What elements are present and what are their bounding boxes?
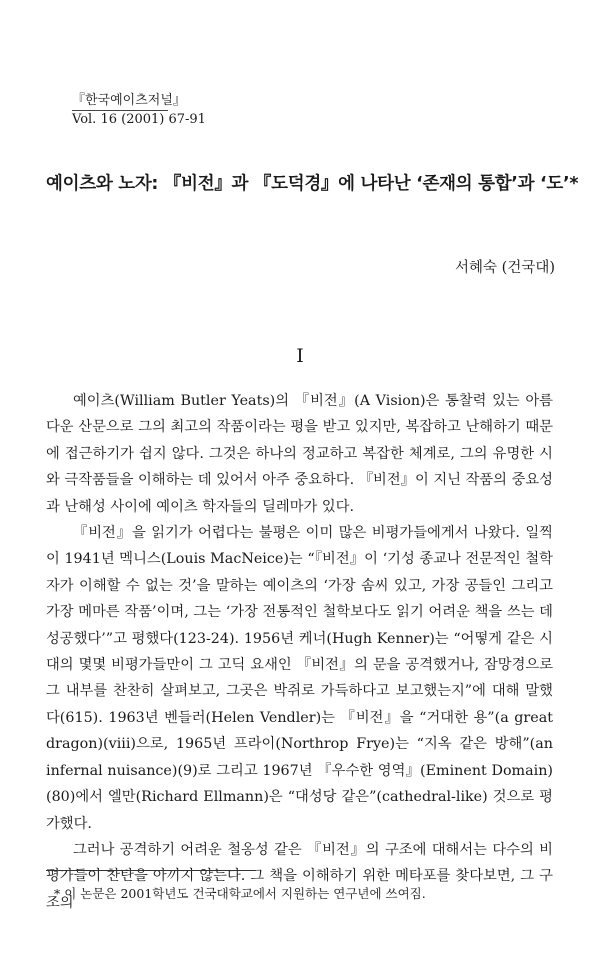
paragraph: 그러나 공격하기 어려운 철옹성 같은 『비전』의 구조에 대해서는 다수의 비평가들이 찬탄을 아끼지 않는다. 그 책을 이해하기 위한 메타포를 찾다보면, 그 구조의 [46, 841, 553, 911]
footnote-divider [46, 870, 256, 871]
article-title: 예이츠와 노자: 『비전』과 『도덕경』에 나타난 ‘존재의 통합’과 ‘도’* [46, 174, 579, 194]
paragraph: 예이츠(William Butler Yeats)의 『비전』(A Vision)은 통찰력 있는 아름다운 산문으로 그의 최고의 작품이라는 평을 받고 있지만, 복잡하고 난해하기 때문에 접근하기가 쉽지 않다. 그것은 하나의 정교하고 복잡한 체계로, 그의 유명한 시와 극작품들을 이해하는 데 있어서 아주 중요하다. 『비전』이 지닌 작품의 중요성과 난해성 사이에 예이츠 학자들의 딜레마가 있다. [46, 393, 553, 515]
footnote: * 이 논문은 2001학년도 건국대학교에서 지원하는 연구년에 쓰여짐. [54, 886, 426, 901]
journal-header [72, 93, 206, 128]
body-text [46, 388, 553, 916]
section-heading: I [296, 345, 304, 367]
author-affiliation: 서혜숙 (건국대) [455, 260, 555, 276]
paragraph: 『비전』을 읽기가 어렵다는 불평은 이미 많은 비평가들에게서 나왔다. 일찍이 1941년 멕니스(Louis MacNeice)는 “『비전』이 ‘기성 종교나 전문적인 철학자가 이해할 수 없는 것’을 말하는 예이츠의 ‘가장 솜씨 있고, 가장 공들인 그리고 가장 메마른 작품’이며, 그는 ‘가장 전통적인 철학보다도 읽기 어려운 책을 쓰는 데 성공했다’”고 평했다(123-24). 1956년 케너(Hugh Kenner)는 “어떻게 같은 시대의 몇몇 비평가들만이 그 고딕 요새인 『비전』의 문을 공격했거나, 잠망경으로 그 내부를 찬찬히 살펴보고, 그곳은 박쥐로 가득하다고 보고했는지”에 대해 말했다(615). 1963년 벤들러(Helen Vendler)는 『비전』을 “거대한 용”(a great dragon)(viii)으로, 1965년 프라이(Northrop Frye)는 “지옥 같은 방해”(an infernal nuisance)(9)로 그리고 1967년 『우수한 영역』(Eminent Domain)(80)에서 엘만(Richard Ellmann)은 “대성당 같은”(cathedral-like) 것으로 평가했다. [46, 525, 553, 832]
header-rule [72, 110, 168, 111]
volume-info: Vol. 16 (2001) 67-91 [72, 112, 206, 127]
journal-name: 『한국예이츠저널』 [72, 93, 186, 108]
